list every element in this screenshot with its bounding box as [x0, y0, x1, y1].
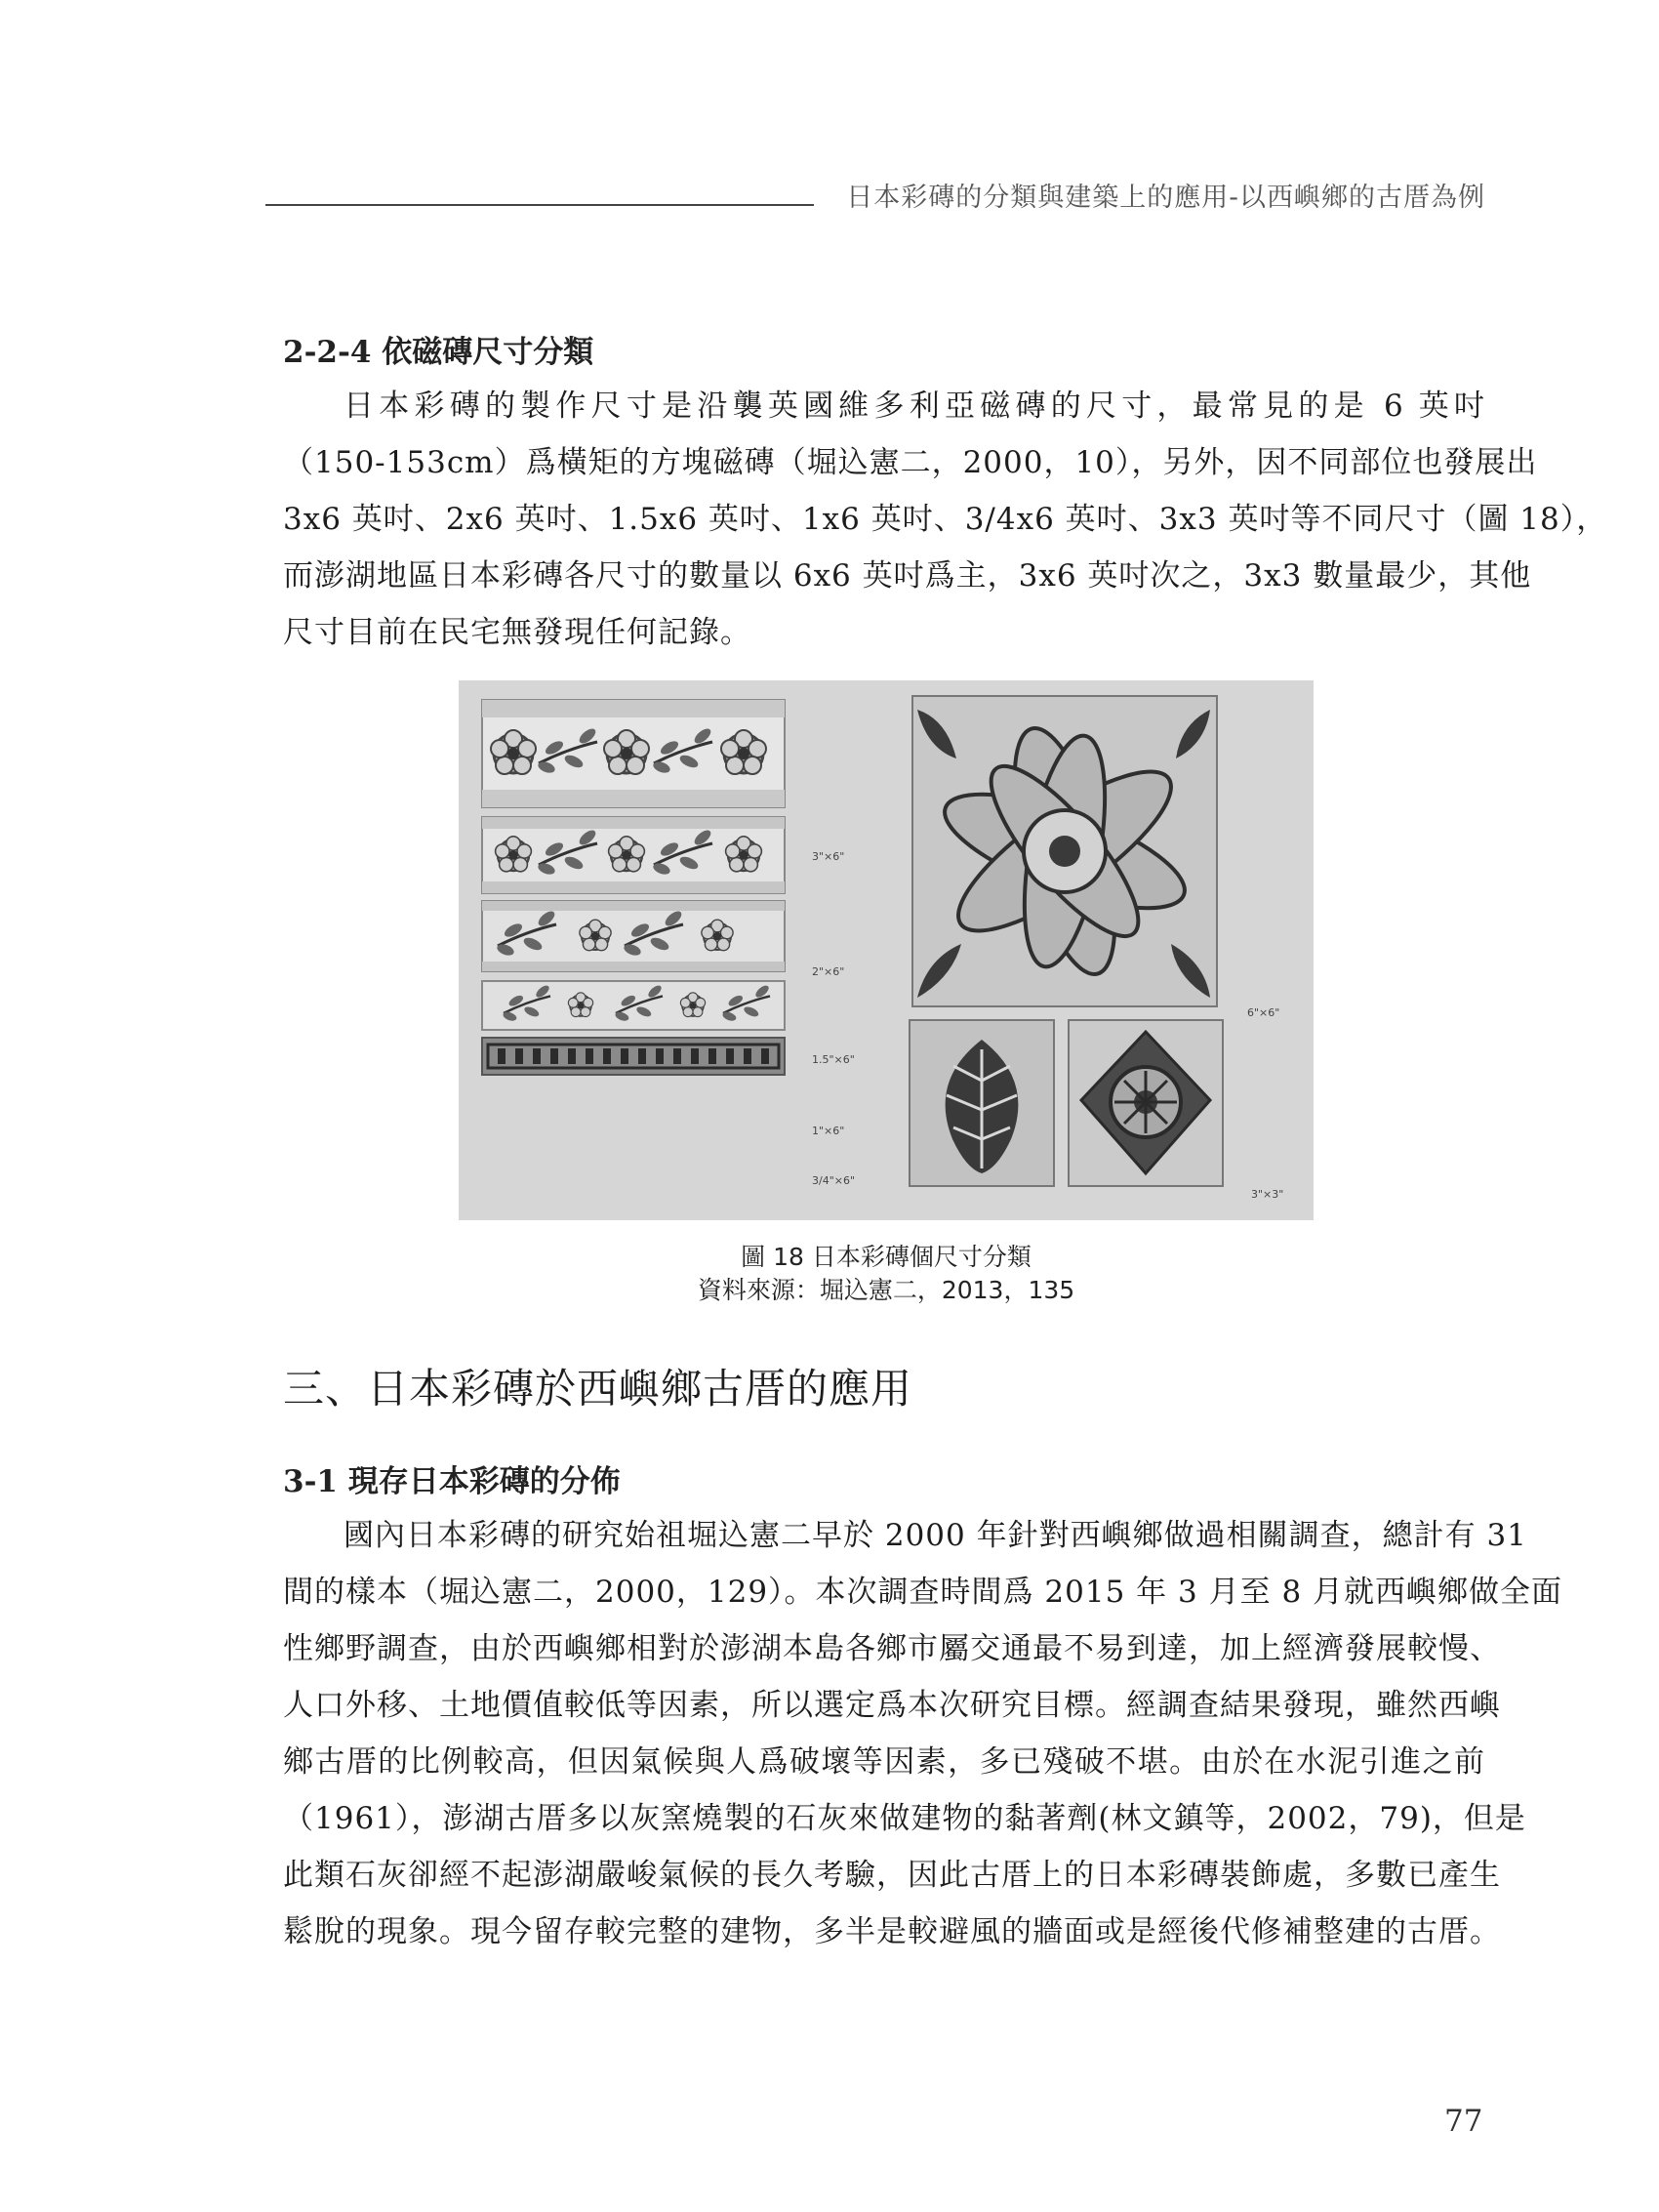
paragraph-line: （1961），澎湖古厝多以灰窯燒製的石灰來做建物的黏著劑(林文鎮等，2002，79)，但是: [283, 1801, 1526, 1836]
page-number: 77: [1444, 2104, 1483, 2139]
paragraph-line: 國內日本彩磚的研究始祖堀込憲二早於 2000 年針對西嶼鄉做過相關調查，總計有 31: [344, 1518, 1527, 1553]
paragraph-line: 而澎湖地區日本彩磚各尺寸的數量以 6x6 英吋爲主，3x6 英吋次之，3x3 數量最少，其他: [283, 558, 1532, 594]
paragraph-line: 鬆脫的現象。現今留存較完整的建物，多半是較避風的牆面或是經後代修補整建的古厝。: [283, 1914, 1501, 1949]
figure-tile-sizes-photo: [459, 680, 1314, 1220]
label-3x6: 3"×6": [812, 850, 845, 863]
paragraph-line: 鄉古厝的比例較高，但因氣候與人爲破壞等因素，多已殘破不堪。由於在水泥引進之前: [283, 1744, 1485, 1780]
section-heading-3-1: 3-1 現存日本彩磚的分佈: [283, 1464, 621, 1499]
label-1-5x6: 1.5"×6": [812, 1053, 855, 1066]
running-header: 日本彩磚的分類與建築上的應用-以西嶼鄉的古厝為例: [846, 183, 1485, 213]
paragraph-line: 日本彩磚的製作尺寸是沿襲英國維多利亞磁磚的尺寸，最常見的是 6 英吋: [344, 389, 1485, 424]
figure-source: 資料來源：堀込憲二，2013，135: [697, 1276, 1075, 1304]
label-6x6: 6"×6": [1247, 1006, 1280, 1019]
paragraph-line: 間的樣本（堀込憲二，2000，129）。本次調查時間爲 2015 年 3 月至 8 月就西嶼鄉做全面: [283, 1575, 1563, 1610]
paragraph-line: 性鄉野調查，由於西嶼鄉相對於澎湖本島各鄉市屬交通最不易到達，加上經濟發展較慢、: [283, 1631, 1501, 1666]
paragraph-line: 尺寸目前在民宅無發現任何記錄。: [283, 615, 751, 650]
paragraph-line: 人口外移、土地價值較低等因素，所以選定爲本次研究目標。經調查結果發現，雖然西嶼: [283, 1688, 1501, 1723]
figure-caption: 圖 18 日本彩磚個尺寸分類: [741, 1243, 1032, 1271]
paragraph-distribution: [283, 1507, 1563, 1960]
section-heading-2-2-4: 2-2-4 依磁磚尺寸分類: [283, 335, 594, 370]
paragraph-line: 3x6 英吋、2x6 英吋、1.5x6 英吋、1x6 英吋、3/4x6 英吋、3x3 英吋等不同尺寸（圖 18），: [283, 502, 1608, 537]
header-rule: [265, 204, 814, 206]
paragraph-line: （150-153cm）爲橫矩的方塊磁磚（堀込憲二，2000，10），另外，因不同部位也發展出: [283, 445, 1538, 480]
label-2x6: 2"×6": [812, 965, 845, 978]
label-3x3: 3"×3": [1251, 1188, 1284, 1201]
paragraph-line: 此類石灰卻經不起澎湖嚴峻氣候的長久考驗，因此古厝上的日本彩磚裝飾處，多數已產生: [283, 1858, 1501, 1893]
paragraph-tile-sizes: [283, 378, 1608, 661]
chapter-heading: 三、日本彩磚於西嶼鄉古厝的應用: [283, 1365, 913, 1413]
label-3-4x6: 3/4"×6": [812, 1174, 856, 1187]
label-1x6: 1"×6": [812, 1125, 845, 1137]
